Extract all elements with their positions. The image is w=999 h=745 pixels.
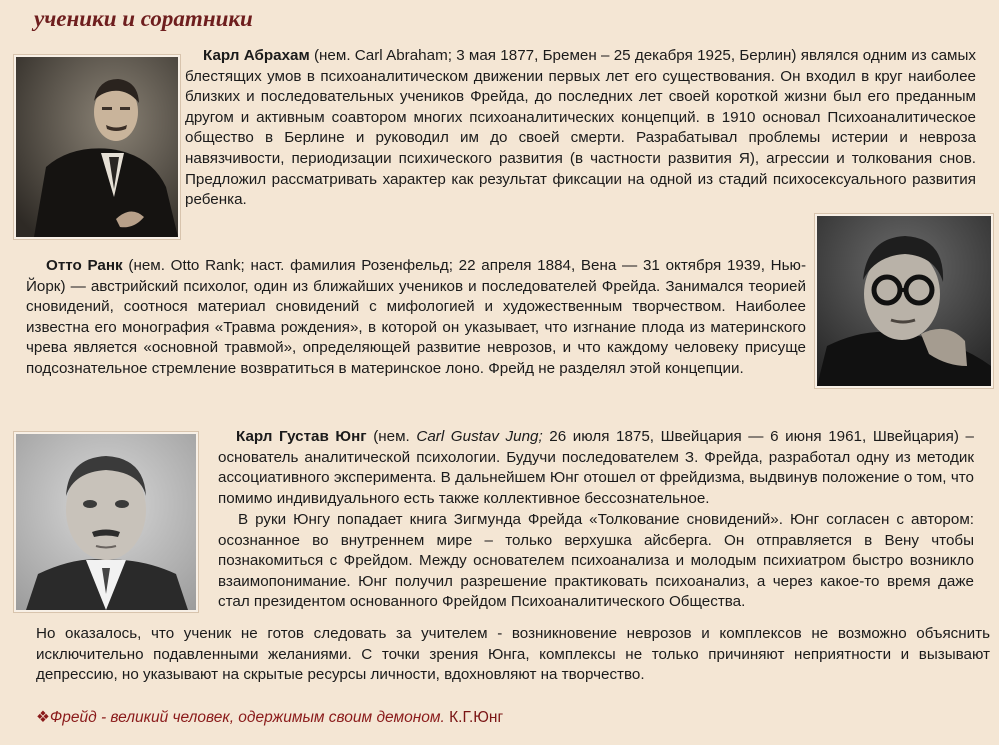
abraham-text: (нем. Carl Abraham; 3 мая 1877, Бремен – 25 декабря 1925, Берлин) являлся одним из самых блестящих умов в психоаналитическом движении первых лет его существования. Он входил в круг наиболее близких и последовательных учеников Фрейда, до последних лет своей короткой жизни был его преданным другом и активным соавтором многих психоаналитических концепций. в 1910 основал Психоаналитическое общество в Берлине и руководил им до своей смерти. Разрабатывал проблемы истерии и невроза навязчивости, периодизации психического развития (в частности развития Я), агрессии и толкования снов. Предложил рассматривать характер как результат фиксации на одной из стадий психосексуального развития ребенка. <box>185 47 976 209</box>
abraham-paragraph <box>185 46 976 211</box>
jung-latin: Carl Gustav Jung; <box>416 428 543 445</box>
jung-portrait-image <box>16 434 196 610</box>
jung-paragraph-2 <box>218 510 974 613</box>
rank-portrait-image <box>817 216 991 386</box>
jung-name: Карл Густав Юнг <box>236 428 367 445</box>
freud-quote <box>36 708 503 727</box>
abraham-portrait-image <box>16 57 178 237</box>
jung-paragraph-1 <box>218 427 974 509</box>
jung-portrait <box>14 432 198 612</box>
jung-text-2: В руки Юнгу попадает книга Зигмунда Фрейда «Толкование сновидений». Юнг согласен с автором: осознанное во внутреннем мире – только верхушка айсберга. Он отправляется в Вену чтобы познакомиться с Фрейдом. Между основателем психоанализа и молодым психиатром быстро возникло взаимопонимание. Юнг получил разрешение практиковать психоанализ, а через какое-то время даже стал президентом основанного Фрейдом Психоаналитического Общества. <box>218 511 974 611</box>
quote-text: Фрейд - великий человек, одержимым своим демоном. <box>49 709 445 726</box>
abraham-portrait <box>14 55 180 239</box>
rank-portrait <box>815 214 993 388</box>
jung-text-3: Но оказалось, что ученик не готов следовать за учителем - возникновение неврозов и комплексов не возможно объяснить исключительно подавленными желаниями. С точки зрения Юнга, комплексы не только причиняют неприятности и вызывают депрессию, но указывают на скрытые ресурсы личности, вдохновляют на творчество. <box>36 625 990 684</box>
quote-bullet: ❖ <box>36 709 50 726</box>
jung-pre: (нем. <box>366 428 417 445</box>
abraham-name: Карл Абрахам <box>203 47 310 64</box>
rank-text: (нем. Otto Rank; наст. фамилия Розенфельд; 22 апреля 1884, Вена — 31 октября 1939, Нью-Йорк) — австрийский психолог, один из ближайших учеников и последователей Фрейда. Занимался теорией сновидений, соотнося материал сновидений с мифологией и художественным творчеством. Наиболее известна его монография «Травма рождения», в которой он указывает, что изгнание плода из материнского чрева является «основной травмой», определяющей развитие неврозов, и что каждому человеку присуще подсознательное стремление возвратиться в материнское лоно. Фрейд не разделял этой концепции. <box>26 257 807 377</box>
page-title: ученики и соратники <box>34 6 253 31</box>
rank-paragraph <box>26 256 806 380</box>
jung-paragraph-3 <box>36 624 990 686</box>
jung-text: 26 июля 1875, Швейцария — 6 июня 1961, Швейцария) – основатель аналитической психологии. Будучи последователем З. Фрейда, разработал одну из методик ассоциативного эксперимента. В дальнейшем Юнг отошел от фрейдизма, выдвинув положение о том, что помимо индивидуального есть также коллективное бессознательное. <box>218 428 974 507</box>
rank-name: Отто Ранк <box>46 257 123 274</box>
quote-author: К.Г.Юнг <box>444 709 504 726</box>
